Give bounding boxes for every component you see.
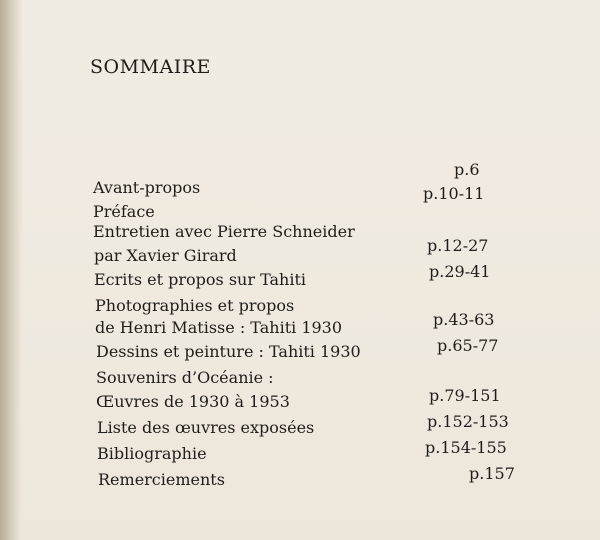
toc-entry-remerciements: Remerciements (98, 470, 225, 489)
toc-entry-avant-propos: Avant-propos (93, 178, 201, 197)
page-ref-photographies: p.43-63 (433, 310, 495, 329)
toc-entry-bibliographie: Bibliographie (97, 444, 207, 463)
page-ref-dessins: p.65-77 (437, 336, 499, 355)
page-ref-ecrits: p.29-41 (429, 262, 491, 281)
book-spine-shadow (0, 0, 22, 540)
page-ref-remerciements: p.157 (469, 464, 515, 483)
page-title: SOMMAIRE (90, 56, 211, 78)
toc-entry-dessins: Dessins et peinture : Tahiti 1930 (96, 342, 361, 361)
toc-entry-photographies-line1: Photographies et propos (95, 296, 295, 315)
page-ref-avant-propos: p.6 (454, 160, 480, 179)
page-ref-entretien: p.12-27 (427, 236, 489, 255)
toc-entry-souvenirs-line2: Œuvres de 1930 à 1953 (96, 392, 290, 411)
page-ref-preface: p.10-11 (423, 184, 485, 203)
page-ref-souvenirs: p.79-151 (429, 386, 501, 405)
toc-entry-photographies-line2: de Henri Matisse : Tahiti 1930 (95, 318, 343, 337)
toc-entry-ecrits: Ecrits et propos sur Tahiti (94, 270, 306, 289)
page-ref-bibliographie: p.154-155 (425, 438, 507, 457)
page-ref-liste: p.152-153 (427, 412, 509, 431)
toc-entry-liste: Liste des œuvres exposées (97, 418, 315, 437)
toc-entry-preface: Préface (93, 202, 155, 221)
toc-entry-souvenirs-line1: Souvenirs d’Océanie : (96, 368, 274, 387)
toc-entry-entretien-line1: Entretien avec Pierre Schneider (93, 222, 355, 241)
toc-entry-entretien-line2: par Xavier Girard (94, 246, 237, 265)
